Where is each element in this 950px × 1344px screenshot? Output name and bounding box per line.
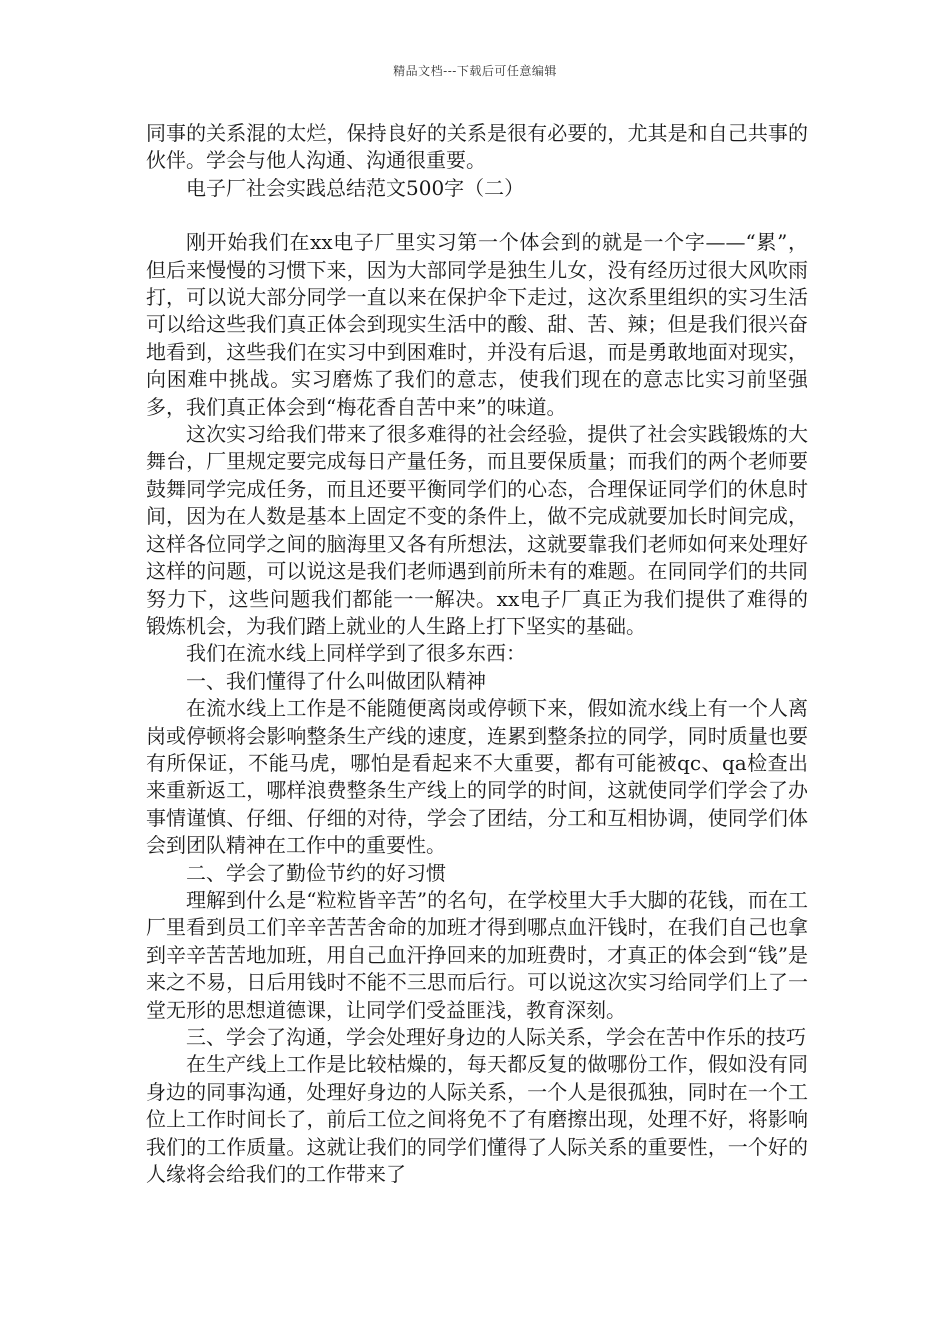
paragraph-7: 在生产线上工作是比较枯燥的，每天都反复的做哪份工作，假如没有同身边的同事沟通，处理好身边的人际关系，一个人是很孤独，同时在一个工位上工作时间长了，前后工位之间将免不了有磨擦出现，处理不好，将影响我们的工作质量。这就让我们的同学们懂得了人际关系的重要性，一个好的人缘将会给我们的工作带来了 [146,1052,808,1187]
paragraph-3: 这次实习给我们带来了很多难得的社会经验，提供了社会实践锻炼的大舞台，厂里规定要完成每日产量任务，而且要保质量；而我们的两个老师要鼓舞同学完成任务，而且还要平衡同学们的心态，合理保证同学们的休息时间，因为在人数是基本上固定不变的条件上，做不完成就要加长时间完成，这样各位同学之间的脑海里又各有所想法，这就要靠我们老师如何来处理好这样的问题，可以说这是我们老师遇到前所未有的难题。在同同学们的共同努力下，这些问题我们都能一一解决。xx电子厂真正为我们提供了难得的锻炼机会，为我们踏上就业的人生路上打下坚实的基础。 [146,422,808,638]
heading-3: 三、学会了沟通，学会处理好身边的人际关系，学会在苦中作乐的技巧 [186,1025,806,1049]
paragraph-1: 同事的关系混的太烂，保持良好的关系是很有必要的，尤其是和自己共事的伙伴。学会与他人沟通、沟通很重要。 [146,121,808,173]
paragraph-5: 在流水线上工作是不能随便离岗或停顿下来，假如流水线上有一个人离岗或停顿将会影响整条生产线的速度，连累到整条拉的同学，同时质量也要有所保证，不能马虎，哪怕是看起来不大重要，都有可能被qc、qa检查出来重新返工，哪样浪费整条生产线上的同学的时间，这就使同学们学会了办事情谨慎、仔细、仔细的对待，学会了团结，分工和互相协调，使同学们体会到团队精神在工作中的重要性。 [146,696,808,858]
paragraph-4: 我们在流水线上同样学到了很多东西： [186,641,526,666]
blank-line [146,202,808,229]
paragraph-2: 刚开始我们在xx电子厂里实习第一个体会到的就是一个字——“累”，但后来慢慢的习惯下来，因为大部同学是独生儿女，没有经历过很大风吹雨打，可以说大部分同学一直以来在保护伞下走过，这次系里组织的实习生活可以给这些我们真正体会到现实生活中的酸、甜、苦、辣；但是我们很兴奋地看到，这些我们在实习中到困难时，并没有后退，而是勇敢地面对现实，向困难中挑战。实习磨炼了我们的意志，使我们现在的意志比实习前坚强多，我们真正体会到“梅花香自苦中来”的味道。 [146,230,808,419]
heading-1: 一、我们懂得了什么叫做团队精神 [186,668,486,693]
paragraph-6: 理解到什么是“粒粒皆辛苦”的名句，在学校里大手大脚的花钱，而在工厂里看到员工们辛辛苦苦舍命的加班才得到哪点血汗钱时，在我们自己也拿到辛辛苦苦地加班，用自己血汗挣回来的加班费时，才真正的体会到“钱”是来之不易，日后用钱时不能不三思而后行。可以说这次实习给同学们上了一堂无形的思想道德课，让同学们受益匪浅，教育深刻。 [146,887,808,1022]
heading-2: 二、学会了勤俭节约的好习惯 [186,860,446,885]
section-title: 电子厂社会实践总结范文500字（二） [186,175,525,200]
document-body [146,120,808,1188]
page-header: 精品文档---下载后可任意编辑 [393,64,557,78]
